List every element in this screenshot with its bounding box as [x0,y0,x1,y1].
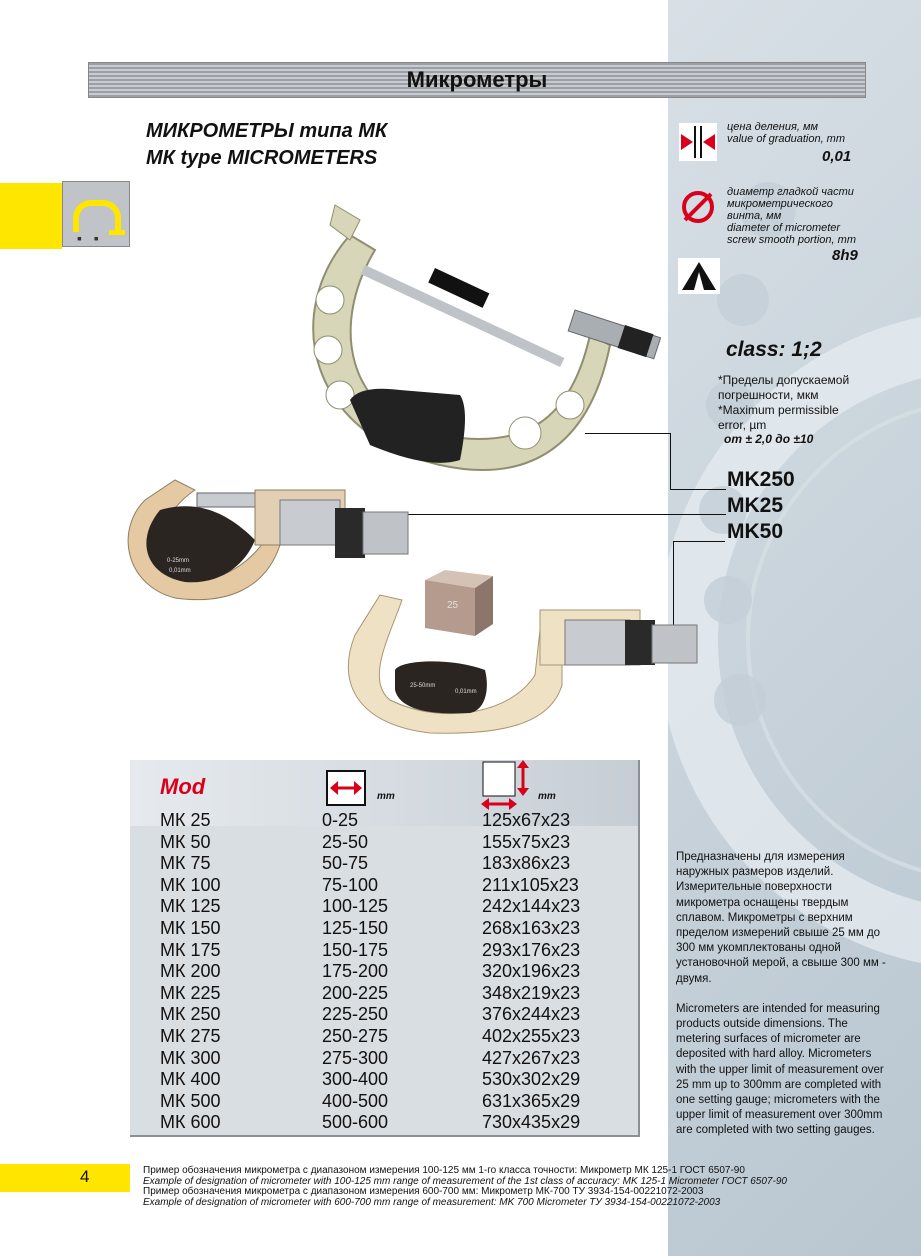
table-cell-model: МК 250 [160,1004,221,1025]
graduation-icon [679,123,717,161]
table-cell-model: МК 50 [160,831,211,852]
table-cell-range: 250-275 [322,1026,389,1046]
table-cell-model: МК 100 [160,874,221,895]
table-cell-range: 75-100 [322,874,379,895]
diameter-value: 8h9 [832,247,858,264]
table-cell-range: 225-250 [322,1004,389,1025]
table-cell-dimensions: 183x86x23 [482,853,571,874]
table-cell-model: МК 300 [160,1047,221,1068]
leader-line [673,541,725,542]
diameter-label-ru: диаметр гладкой части микрометрического винта, мм [727,186,854,222]
footer-notes [143,1166,787,1208]
product-title-en: МК type MICROMETERS [146,147,378,169]
model-label-mk25: MK25 [727,494,784,517]
table-cell-dimensions: 631x365x29 [482,1090,581,1111]
table-cell-dimensions: 348x219x23 [482,982,581,1003]
mk25-range-text: 0-25mm [167,558,190,564]
graduation-label-ru: цена деления, мм [727,121,819,133]
table-cell-model: МК 175 [160,939,221,960]
table-cell-dimensions: 155x75x23 [482,831,571,852]
tolerance-label [718,373,868,433]
table-cell-range: 300-400 [322,1069,389,1090]
micrometer-mk250-image [290,195,680,485]
footer-line: Пример обозначения микрометра с диапазоном измерения 600-700 мм: Микрометр МК-700 ТУ 3934-154-00221072-2003 [143,1186,704,1197]
model-label-mk250: MK250 [727,468,795,491]
diameter-label-en: diameter of micrometer screw smooth portion, mm [727,222,856,246]
table-cell-range: 400-500 [322,1090,389,1111]
mk50-res-text: 0,01mm [455,689,477,695]
dimensions-unit-label: mm [538,791,556,802]
table-cell-range: 150-175 [322,939,389,960]
table-cell-range: 175-200 [322,961,389,982]
diameter-label [727,186,857,246]
table-cell-model: МК 25 [160,810,211,830]
section-tab [0,183,62,249]
leader-line [670,489,726,490]
mk50-range-text: 25-50mm [410,683,436,689]
table-cell-dimensions: 242x144x23 [482,896,581,917]
table-mod-label: Mod [160,774,206,799]
footer-line: Example of designation of micrometer with 100-125 mm range of measurement of the 1st class of accuracy: MK 125-1 Micrometer ГОСТ 6507-90 [143,1175,787,1187]
table-cell-model: МК 125 [160,896,221,917]
model-label-mk50: MK50 [727,520,784,543]
gauge-block-label: 25 [447,600,459,611]
footer-line: Example of designation of micrometer with 600-700 mm range of measurement: MK 700 Micrometer ТУ 3934-154-00221072-2003 [143,1196,721,1208]
table-cell-dimensions: 402x255x23 [482,1026,581,1046]
class-triangle-icon [678,258,720,294]
table-cell-dimensions: 268x163x23 [482,918,581,938]
table-cell-range: 100-125 [322,896,389,917]
class-label: class: 1;2 [726,338,822,361]
table-cell-dimensions: 320x196x23 [482,961,581,982]
table-cell-dimensions: 376x244x23 [482,1004,581,1025]
product-title [146,118,387,172]
tolerance-label-en: *Maximum permissible error, µm [718,403,839,432]
page-number: 4 [80,1167,90,1186]
footer-tab [0,1164,130,1192]
micrometer-mk50-image [340,585,700,735]
table-cell-dimensions: 125x67x23 [482,810,571,830]
dimensions-icon [479,760,531,810]
table-cell-model: МК 500 [160,1090,221,1111]
footer-line: Пример обозначения микрометра с диапазоном измерения 100-125 мм 1-го класса точности: Микрометр МК 125-1 ГОСТ 6507-90 [143,1165,745,1176]
table-cell-model: МК 400 [160,1069,221,1090]
table-cell-model: МК 200 [160,961,221,982]
table-cell-range: 50-75 [322,853,369,874]
leader-line [400,514,726,515]
table-cell-range: 25-50 [322,831,369,852]
page-header-title: Микрометры [406,67,548,92]
table-cell-range: 0-25 [322,810,359,830]
page-header-bar [88,62,866,98]
graduation-label-en: value of graduation, mm [727,133,846,145]
table-cell-dimensions: 293x176x23 [482,939,581,960]
table-cell-range: 125-150 [322,918,389,938]
diameter-icon [679,188,717,226]
range-arrow-icon [326,770,366,806]
caliper-category-icon: ▪ ▪ [62,181,130,247]
product-title-ru: МИКРОМЕТРЫ типа МК [146,120,388,142]
table-cell-dimensions: 211x105x23 [482,874,579,895]
mk25-res-text: 0,01mm [169,568,191,574]
graduation-label [727,121,845,145]
table-cell-model: МК 75 [160,853,211,874]
description-ru: Предназначены для измерения наружных размеров изделий. Измерительные поверхности микрометра оснащены твердым сплавом. Микрометры с верхним пределом измерений свыше 25 мм до 300 мм укомплектованы одной установочной мерой, а свыше 300 мм - двумя. [676,851,886,985]
table-cell-dimensions: 530x302x29 [482,1069,581,1090]
tolerance-label-ru: *Пределы допускаемой погрешности, мкм [718,373,850,402]
graduation-value: 0,01 [822,148,852,165]
description-block [676,850,891,1139]
tolerance-value: от ± 2,0 до ±10 [724,432,814,446]
description-en: Micrometers are intended for measuring products outside dimensions. The metering surfaces of micrometer are deposited with hard alloy. Micrometers with the upper limit of measurement over 25 mm up to 300mm are completed with one setting gauge; micrometers with the upper limit of measurement over 300mm are completed with two setting gauges. [676,1002,884,1137]
range-unit-label: mm [377,791,395,802]
table-cell-model: МК 225 [160,982,221,1003]
table-cell-dimensions: 427x267x23 [482,1047,581,1068]
table-cell-range: 275-300 [322,1047,389,1068]
table-cell-dimensions: 730x435x29 [482,1112,581,1133]
table-cell-model: МК 600 [160,1112,221,1133]
table-cell-model: МК 275 [160,1026,221,1046]
table-cell-range: 200-225 [322,982,389,1003]
table-cell-range: 500-600 [322,1112,389,1133]
table-cell-model: МК 150 [160,918,221,938]
